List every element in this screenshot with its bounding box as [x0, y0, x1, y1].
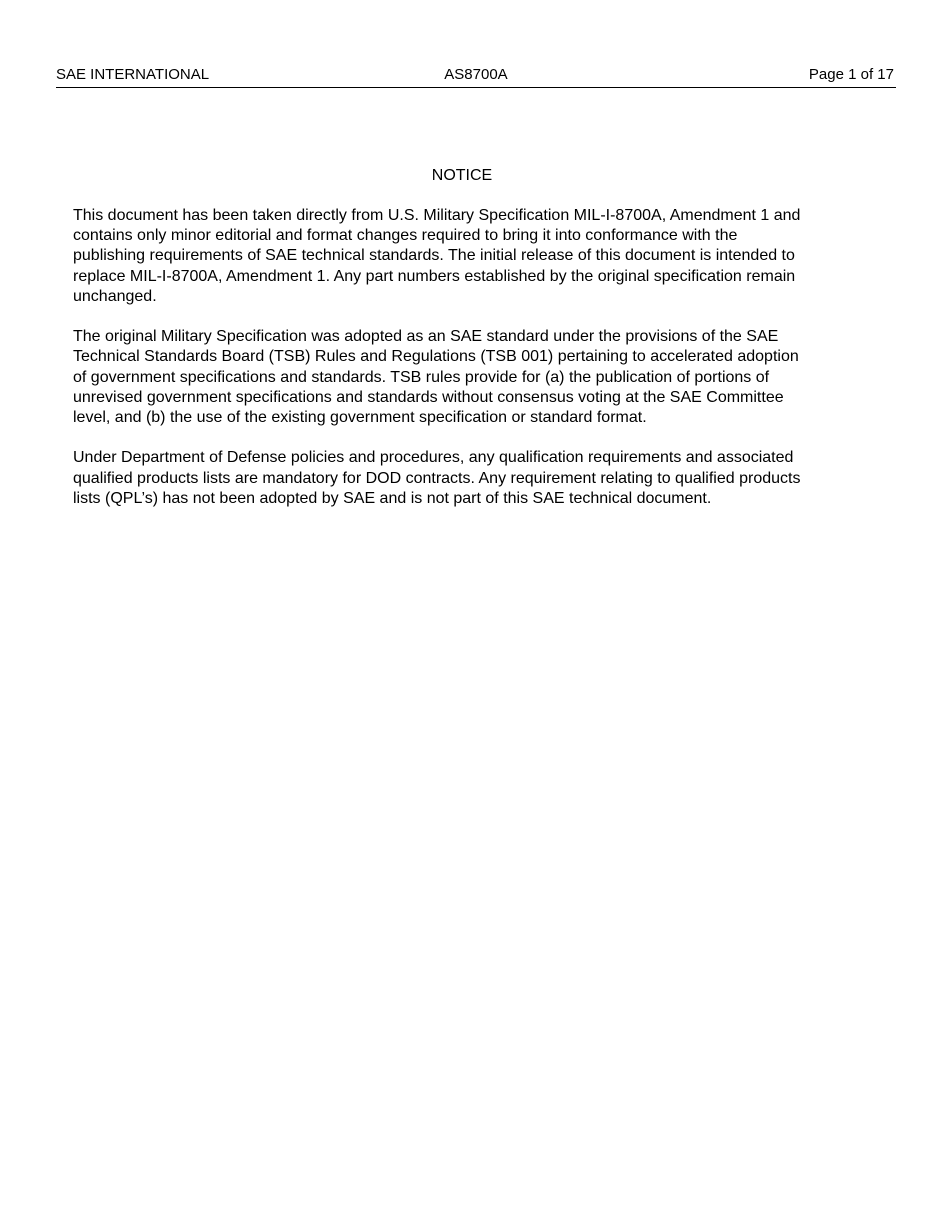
header-document-number: AS8700A — [444, 66, 508, 83]
notice-body — [73, 206, 863, 529]
header-organization: SAE INTERNATIONAL — [56, 66, 210, 83]
notice-paragraph-1: This document has been taken directly from U.S. Military Specification MIL-I-8700A, Amendment 1 and contains only minor editorial and format changes required to bring it into conformance with the publishing requirements of SAE technical standards. The initial release of this document is intended to replace MIL-I-8700A, Amendment 1. Any part numbers established by the original specification remain unchanged. — [73, 207, 801, 305]
notice-paragraph-3: Under Department of Defense policies and procedures, any qualification requirements and associated qualified products lists are mandatory for DOD contracts. Any requirement relating to qualified products lists (QPL’s) has not been adopted by SAE and is not part of this SAE technical document. — [73, 449, 801, 507]
page-header — [56, 66, 896, 88]
notice-title: NOTICE — [431, 167, 493, 184]
notice-paragraph-2: The original Military Specification was adopted as an SAE standard under the provisions of the SAE Technical Standards Board (TSB) Rules and Regulations (TSB 001) pertaining to accelerated adoption of government specifications and standards. TSB rules provide for (a) the publication of portions of unrevised government specifications and standards without consensus voting at the SAE Committee level, and (b) the use of the existing government specification or standard format. — [73, 328, 799, 427]
header-page-number: Page 1 of 17 — [808, 66, 894, 83]
